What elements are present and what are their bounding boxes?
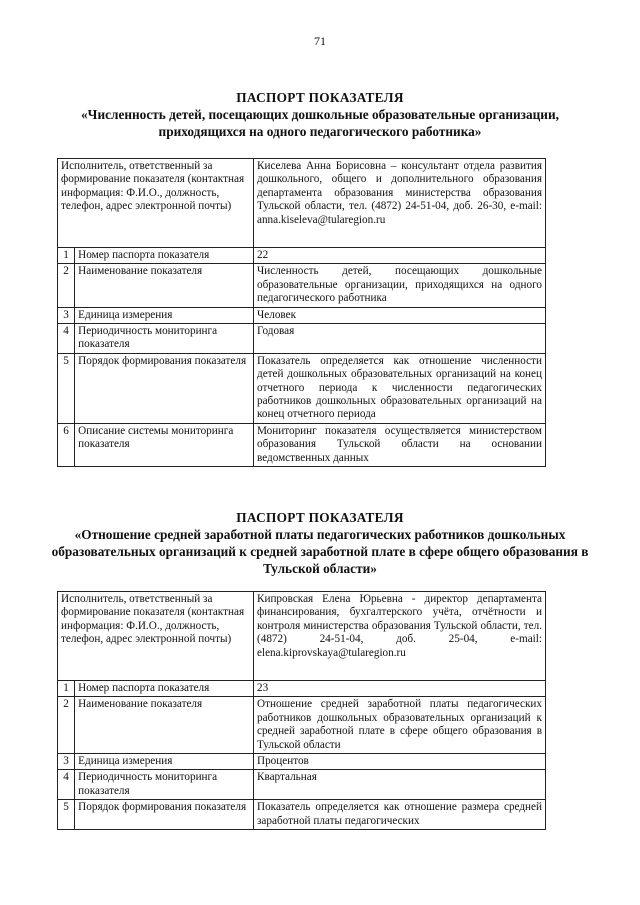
page-number: 71	[314, 34, 326, 48]
contact-row	[58, 159, 546, 248]
row-value: Показатель определяется как отношение размера средней заработной платы педагогических	[254, 800, 546, 830]
row-number: 1	[58, 248, 75, 264]
row-value: 23	[254, 681, 546, 697]
row-label: Периодичность мониторинга показателя	[75, 324, 254, 354]
passport-heading: ПАСПОРТ ПОКАЗАТЕЛЯ	[236, 90, 404, 105]
table-row	[58, 248, 546, 264]
row-value: Численность детей, посещающих дошкольные образовательные организации, приходящихся на одного педагогического работника	[254, 264, 546, 307]
row-number: 6	[58, 423, 75, 466]
row-label: Порядок формирования показателя	[75, 353, 254, 423]
row-number: 5	[58, 353, 75, 423]
row-number: 4	[58, 770, 75, 800]
contact-row	[58, 592, 546, 681]
table-row	[58, 681, 546, 697]
contact-value: Киселева Анна Борисовна – консультант отдела развития дошкольного, общего и дополнительного образования департамента образования министерства образования Тульской области, тел. (4872) 24-51-04, доб. 26-30, e-mail: anna.kiseleva@tularegion.ru	[254, 159, 546, 248]
contact-value: Кипровская Елена Юрьевна - директор департамента финансирования, бухгалтерского учёта, отчётности и контроля министерства образования Тульской области, тел. (4872) 24-51-04, доб. 25-04, e-mail: elena.kiprovskaya@tularegion.ru	[254, 592, 546, 681]
row-value: Отношение средней заработной платы педагогических работников дошкольных образовательных организаций к средней заработной плате в сфере общего образования в Тульской области	[254, 697, 546, 754]
passport-heading: ПАСПОРТ ПОКАЗАТЕЛЯ	[236, 510, 404, 525]
row-label: Периодичность мониторинга показателя	[75, 770, 254, 800]
row-label: Наименование показателя	[75, 264, 254, 307]
passport-title	[40, 509, 600, 577]
passport-table	[57, 158, 546, 467]
row-value: Мониторинг показателя осуществляется министерством образования Тульской области на основании ведомственных данных	[254, 423, 546, 466]
table-row	[58, 353, 546, 423]
row-label: Наименование показателя	[75, 697, 254, 754]
passport-title	[40, 89, 600, 140]
row-number: 4	[58, 324, 75, 354]
passport-table	[57, 591, 546, 830]
row-number: 3	[58, 754, 75, 770]
row-value: 22	[254, 248, 546, 264]
row-value: Показатель определяется как отношение численности детей дошкольных образовательных организаций на конец отчетного периода к численности педагогических работников дошкольных образовательных организаций на конец отчетного периода	[254, 353, 546, 423]
row-number: 1	[58, 681, 75, 697]
row-label: Описание системы мониторинга показателя	[75, 423, 254, 466]
row-value: Квартальная	[254, 770, 546, 800]
table-row	[58, 800, 546, 830]
row-label: Единица измерения	[75, 754, 254, 770]
row-number: 2	[58, 264, 75, 307]
row-number: 3	[58, 307, 75, 323]
row-label: Номер паспорта показателя	[75, 248, 254, 264]
row-value: Человек	[254, 307, 546, 323]
row-label: Единица измерения	[75, 307, 254, 323]
table-row	[58, 697, 546, 754]
row-label: Порядок формирования показателя	[75, 800, 254, 830]
table-row	[58, 264, 546, 307]
row-number: 2	[58, 697, 75, 754]
passport-subtitle: «Численность детей, посещающих дошкольные образовательные организации, приходящихся на одного педагогического работника»	[81, 107, 559, 139]
table-row	[58, 770, 546, 800]
row-number: 5	[58, 800, 75, 830]
table-row	[58, 754, 546, 770]
table-row	[58, 307, 546, 323]
row-value: Годовая	[254, 324, 546, 354]
row-value: Процентов	[254, 754, 546, 770]
table-row	[58, 423, 546, 466]
contact-label: Исполнитель, ответственный за формирование показателя (контактная информация: Ф.И.О., должность, телефон, адрес электронной почты)	[58, 592, 254, 681]
row-label: Номер паспорта показателя	[75, 681, 254, 697]
table-row	[58, 324, 546, 354]
passport-subtitle: «Отношение средней заработной платы педагогических работников дошкольных образовательных организаций к средней заработной плате в сфере общего образования в Тульской области»	[51, 527, 589, 576]
contact-label: Исполнитель, ответственный за формирование показателя (контактная информация: Ф.И.О., должность, телефон, адрес электронной почты)	[58, 159, 254, 248]
